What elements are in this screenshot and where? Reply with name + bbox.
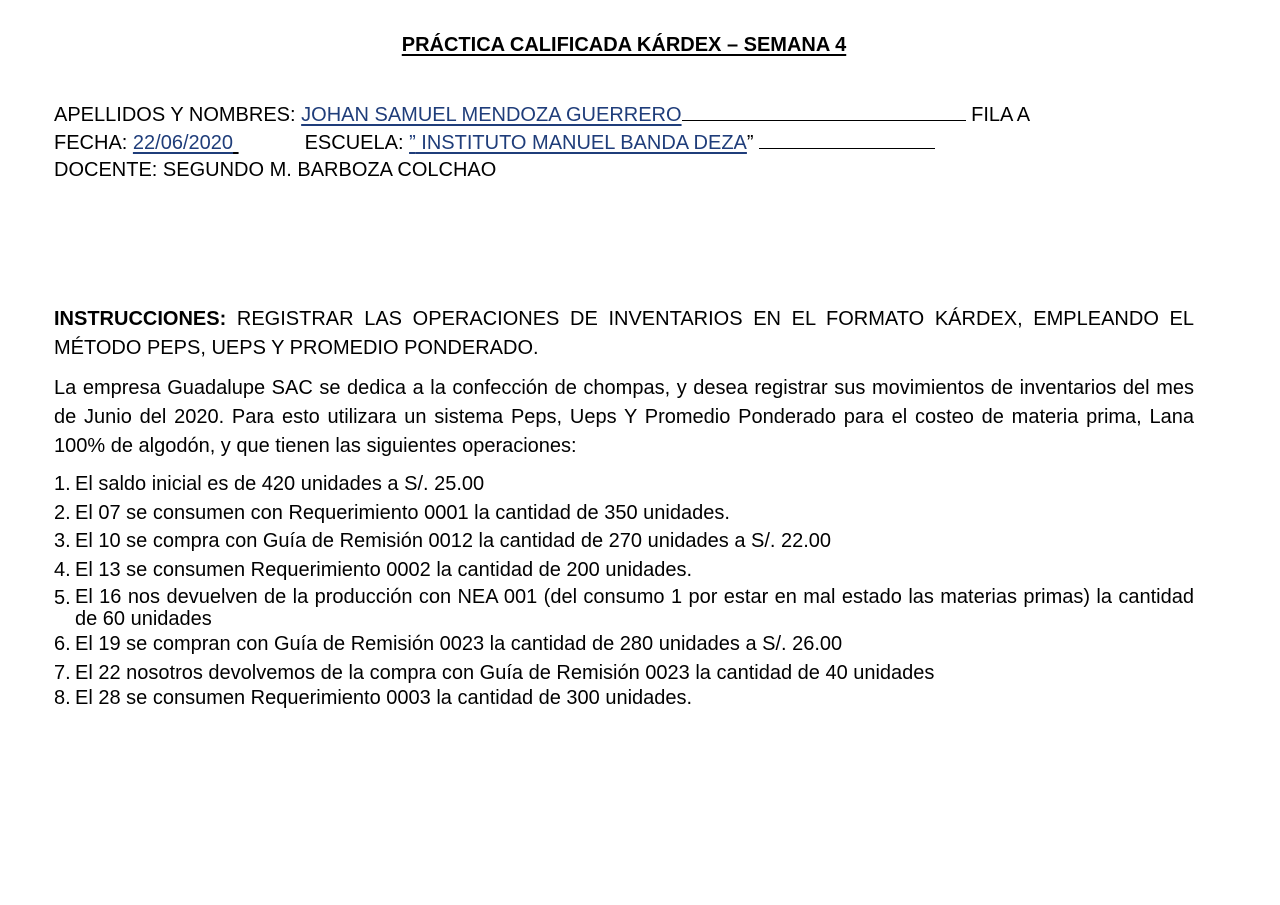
item-number: 5. [54,587,71,609]
item-text: El 19 se compran con Guía de Remisión 0023 la cantidad de 280 unidades a S/. 26.00 [75,633,843,655]
item-text: El 16 nos devuelven de la producción con NEA 001 (del consumo 1 por estar en mal estado las materias primas) la cantidad de 60 unidades [75,586,1194,630]
item-number: 4. [54,558,71,581]
list-item [54,686,1194,711]
list-item [54,661,1194,686]
list-item [54,529,1194,554]
list-item [54,632,1194,657]
item-number: 7. [54,661,71,684]
item-text: El 13 se consumen Requerimiento 0002 la cantidad de 200 unidades. [75,558,693,581]
names-line [54,102,1030,127]
names-blank [682,102,966,121]
instructions-paragraph [54,305,1194,363]
item-number: 3. [54,530,71,552]
item-text: El saldo inicial es de 420 unidades a S/. 25.00 [75,473,485,495]
list-item [54,586,1194,630]
school-blank [759,130,935,149]
item-text: El 22 nosotros devolvemos de la compra con Guía de Remisión 0023 la cantidad de 40 unidades [75,661,935,684]
item-text: El 10 se compra con Guía de Remisión 0012 la cantidad de 270 unidades a S/. 22.00 [75,530,832,552]
names-label: APELLIDOS Y NOMBRES: [54,104,302,126]
instructions-label: INSTRUCCIONES: [54,308,227,330]
fila-label: FILA A [965,104,1031,126]
teacher-line: DOCENTE: SEGUNDO M. BARBOZA COLCHAO [54,159,497,181]
item-text: El 28 se consumen Requerimiento 0003 la cantidad de 300 unidades. [75,687,693,709]
school-close-quote: ” [746,132,760,154]
page-title: PRÁCTICA CALIFICADA KÁRDEX – SEMANA 4 [401,34,847,56]
school-open-quote: ” [409,132,416,154]
item-text: El 07 se consumen con Requerimiento 0001 la cantidad de 350 unidades. [75,501,730,524]
operations-list [54,472,1194,715]
item-number: 2. [54,501,71,524]
intro-paragraph: La empresa Guadalupe SAC se dedica a la confección de chompas, y desea registrar sus movimientos de inventarios del mes de Junio del 2020. Para esto utilizara un sistema Peps, Ueps Y Promedio Ponderado para el costeo de materia prima, Lana 100% de algodón, y que tienen las siguientes operaciones: [54,377,1194,457]
instructions-text: REGISTRAR LAS OPERACIONES DE INVENTARIOS EN EL FORMATO KÁRDEX, EMPLEANDO EL MÉTODO PEPS, UEPS Y PROMEDIO PONDERADO. [54,308,1194,359]
list-item [54,558,1194,583]
item-number: 1. [54,473,71,495]
date-label: FECHA: [54,132,133,154]
item-number: 6. [54,633,71,655]
item-number: 8. [54,687,71,709]
date-value: 22/06/2020 [132,132,234,154]
list-item [54,501,1194,526]
date-trail [233,132,239,154]
list-item [54,472,1194,497]
names-value: JOHAN SAMUEL MENDOZA GUERRERO [301,104,682,126]
school-value: INSTITUTO MANUEL BANDA DEZA [415,132,747,154]
school-label: ESCUELA: [304,132,410,154]
date-school-line [54,130,935,155]
